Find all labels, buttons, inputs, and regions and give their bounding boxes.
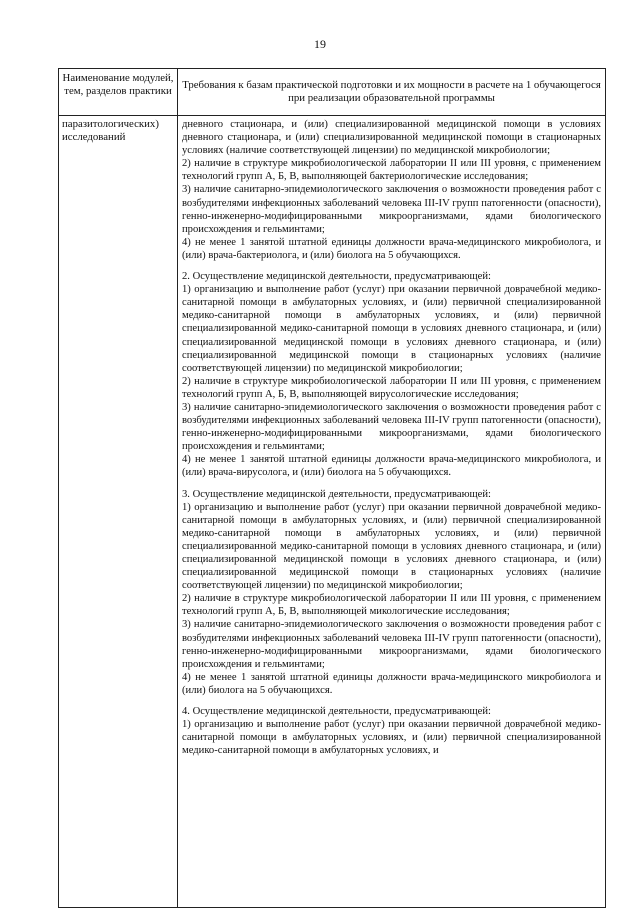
section-item: 4) не менее 1 занятой штатной единицы должности врача-медицинского микробиолога, и (или) врача-вирусолога, и (или) биолога на 5 обучающихся. <box>182 454 601 479</box>
section-title: 3. Осуществление медицинской деятельности, предусматривающей: <box>182 488 491 500</box>
section-item: 1) организацию и выполнение работ (услуг) при оказании первичной доврачебной медико-санитарной помощи в амбулаторных условиях, и (или) первичной специализированной медико-санитарной помощи в амбулаторных условиях, и (или) первичной специализированной медико-санитарной помощи в условиях дневного стационара, и (или) специализированной медицинской помощи в условиях дневного стационара, и (или) специализированной медицинской помощи в стационарных условиях (наличие соответствующей лицензии) по медицинской микробиологии; <box>182 501 601 592</box>
section-item: 1) организацию и выполнение работ (услуг) при оказании первичной доврачебной медико-санитарной помощи в амбулаторных условиях, и (или) первичной специализированной медико-санитарной помощи в амбулаторных условиях, и (или) первичной специализированной медико-санитарной помощи в условиях дневного стационара, и (или) специализированной медицинской помощи в условиях дневного стационара, и (или) специализированной медицинской помощи в стационарных условиях (наличие соответствующей лицензии) по медицинской микробиологии; <box>182 284 601 374</box>
section-item: 2) наличие в структуре микробиологической лаборатории II или III уровня, с применением технологий групп А, Б, В, выполняющей микологические исследования; <box>182 593 601 618</box>
intro-paragraph: дневного стационара, и (или) специализированной медицинской помощи в условиях дневного стационара, и (или) специализированной медицинской помощи в стационарных условиях (наличие соответствующей лицензии) по медицинской микробиологии; <box>182 119 601 157</box>
intro-paragraph: 4) не менее 1 занятой штатной единицы должности врача-медицинского микробиолога, и (или) врача-бактериолога, и (или) биолога на 5 обучающихся. <box>182 236 601 261</box>
intro-block <box>182 118 601 262</box>
page-number: 19 <box>314 37 326 51</box>
sections-block <box>182 270 601 757</box>
section <box>182 270 601 480</box>
section-title: 4. Осуществление медицинской деятельности, предусматривающей: <box>182 706 491 718</box>
intro-paragraph: 3) наличие санитарно-эпидемиологического заключения о возможности проведения работ с возбудителями инфекционных заболеваний человека III-IV групп патогенности (опасности), генно-инженерно-модифицированными микроорганизмами, ядами биологического происхождения и гельминтами; <box>182 184 601 235</box>
module-name-cell: паразитологических) исследований <box>59 116 178 908</box>
requirements-table <box>58 68 606 908</box>
requirements-cell <box>178 116 606 908</box>
section-item: 2) наличие в структуре микробиологической лаборатории II или III уровня, с применением технологий групп А, Б, В, выполняющей вирусологические исследования; <box>182 375 601 400</box>
intro-paragraph: 2) наличие в структуре микробиологической лаборатории II или III уровня, с применением технологий групп А, Б, В, выполняющей бактериологические исследования; <box>182 158 601 183</box>
section-item: 1) организацию и выполнение работ (услуг) при оказании первичной доврачебной медико-санитарной помощи в амбулаторных условиях, и (или) первичной специализированной медико-санитарной помощи в амбулаторных условиях, и <box>182 719 601 757</box>
header-requirements: Требования к базам практической подготовки и их мощности в расчете на 1 обучающегося при реализации образовательной программы <box>178 69 606 116</box>
section-item: 4) не менее 1 занятой штатной единицы должности врача-медицинского микробиолога и (или) биолога на 5 обучающихся. <box>182 671 601 696</box>
table-row <box>59 116 606 908</box>
section-item: 3) наличие санитарно-эпидемиологического заключения о возможности проведения работ с возбудителями инфекционных заболеваний человека III-IV групп патогенности (опасности), генно-инженерно-модифицированными микроорганизмами, ядами биологического происхождения и гельминтами; <box>182 401 601 453</box>
section <box>182 488 601 698</box>
table-header-row <box>59 69 606 116</box>
section-title: 2. Осуществление медицинской деятельности, предусматривающей: <box>182 271 491 283</box>
section-item: 3) наличие санитарно-эпидемиологического заключения о возможности проведения работ с возбудителями инфекционных заболеваний человека III-IV групп патогенности (опасности), генно-инженерно-модифицированными микроорганизмами, ядами биологического происхождения и гельминтами; <box>182 619 601 670</box>
section <box>182 705 601 757</box>
header-modules: Наименование модулей, тем, разделов практики <box>59 69 178 116</box>
